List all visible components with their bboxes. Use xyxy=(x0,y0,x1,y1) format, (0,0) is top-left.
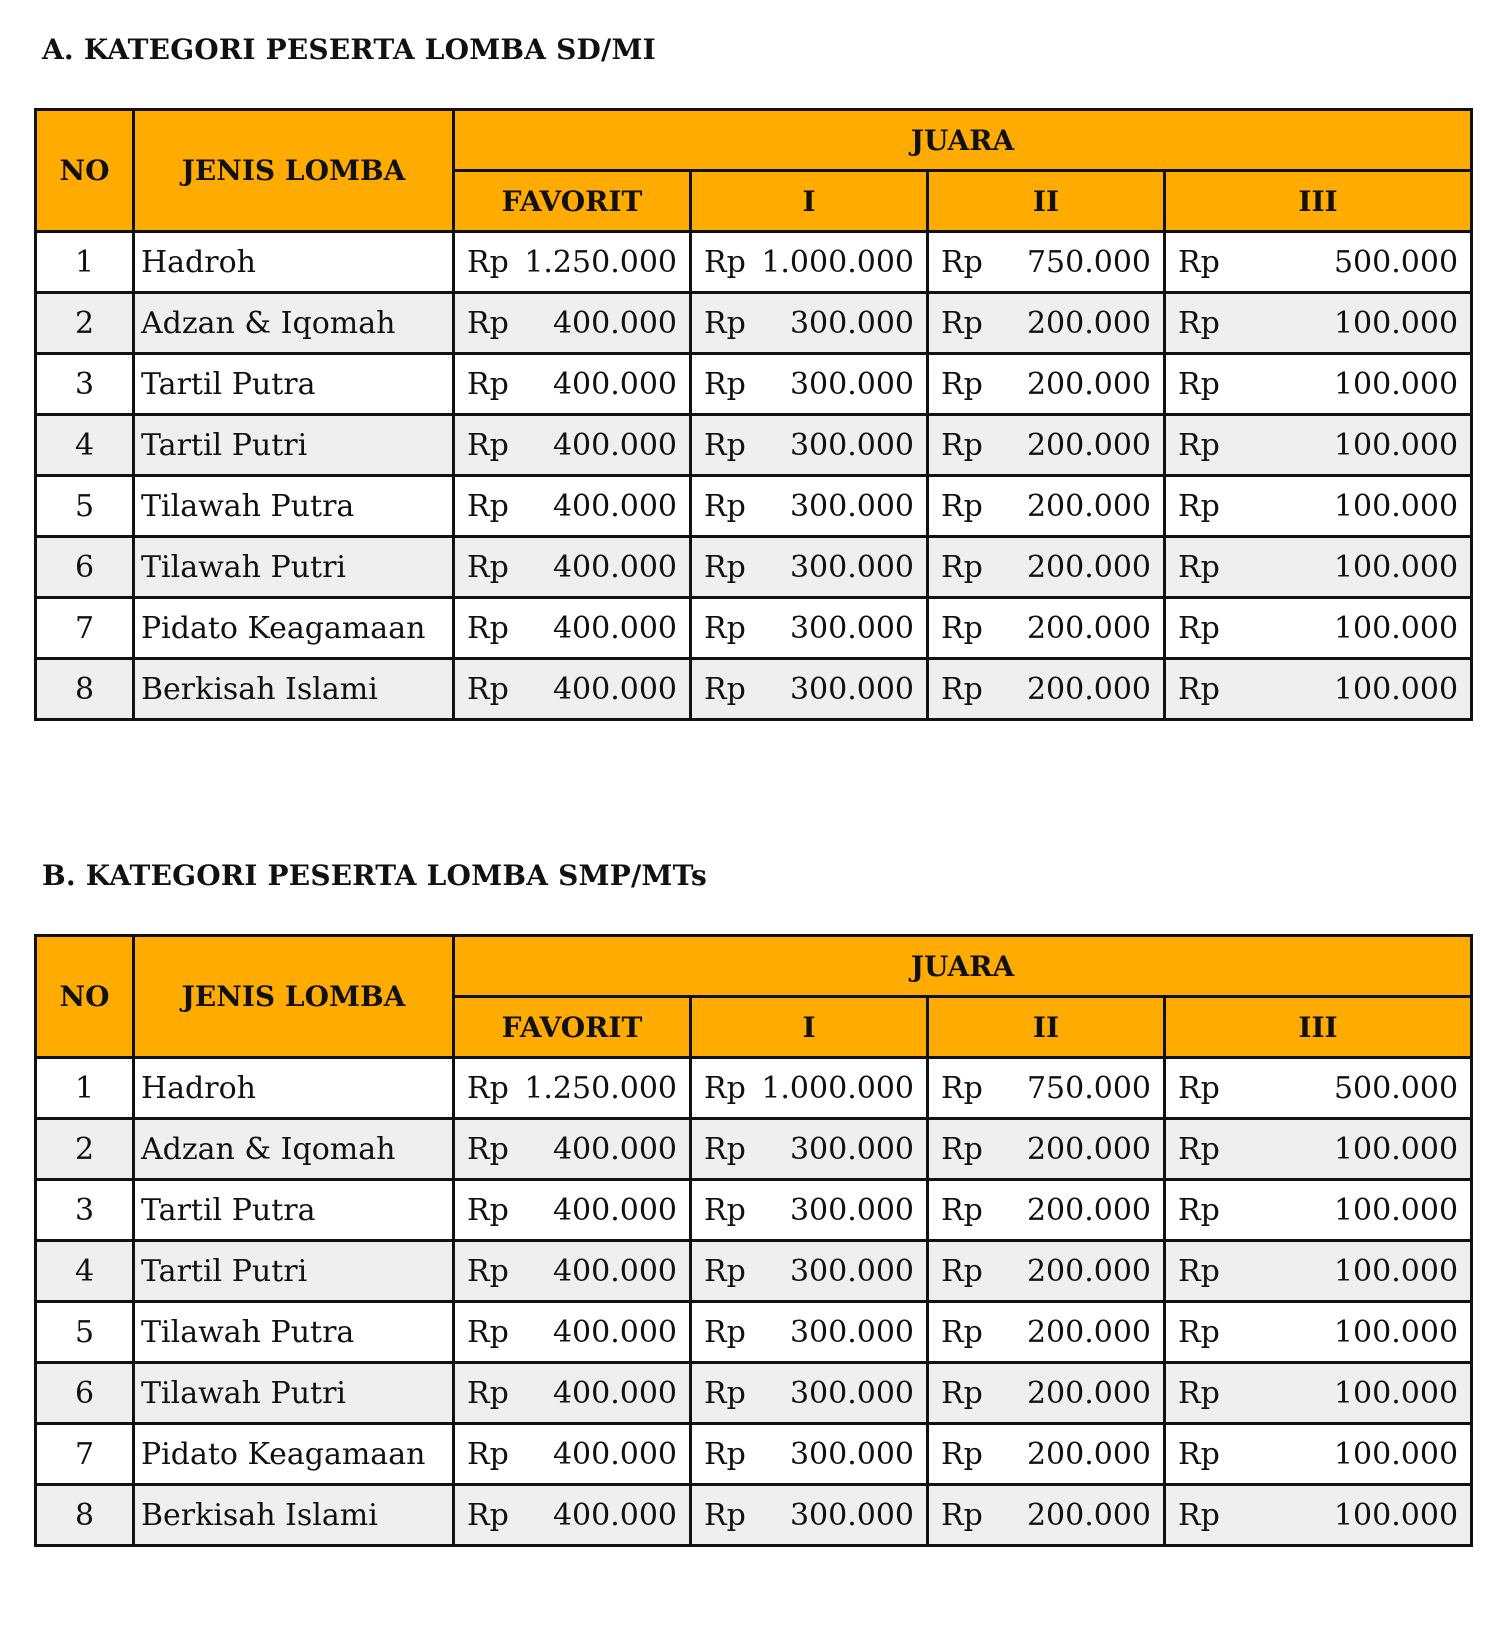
prize-favorit-cell xyxy=(454,1302,691,1363)
prize-amount: 400.000 xyxy=(552,1375,677,1411)
prize-amount: 200.000 xyxy=(1026,1192,1151,1228)
table-row xyxy=(36,232,1472,293)
currency-label: Rp xyxy=(941,1131,983,1167)
prize-iii-cell xyxy=(1165,598,1472,659)
table-row xyxy=(36,1058,1472,1119)
prize-iii-cell xyxy=(1165,1058,1472,1119)
prize-ii-cell xyxy=(928,1058,1165,1119)
competition-name: Adzan & Iqomah xyxy=(134,293,454,354)
prize-iii-cell xyxy=(1165,1485,1472,1546)
currency-label: Rp xyxy=(467,1192,509,1228)
currency-label: Rp xyxy=(704,366,746,402)
prize-ii-cell xyxy=(928,598,1165,659)
prize-amount: 400.000 xyxy=(552,610,677,646)
prize-amount: 100.000 xyxy=(1333,610,1459,646)
currency-label: Rp xyxy=(467,305,509,341)
currency-label: Rp xyxy=(704,305,746,341)
prize-amount: 100.000 xyxy=(1333,366,1459,402)
prize-iii-cell xyxy=(1165,293,1472,354)
competition-name: Pidato Keagamaan xyxy=(134,598,454,659)
competition-name: Tilawah Putri xyxy=(134,537,454,598)
competition-name: Berkisah Islami xyxy=(134,659,454,720)
competition-name: Tartil Putra xyxy=(134,1180,454,1241)
prize-amount: 400.000 xyxy=(552,488,677,524)
prize-amount: 100.000 xyxy=(1333,1314,1459,1350)
table-row xyxy=(36,1363,1472,1424)
header-juara-i: I xyxy=(691,171,928,232)
prize-ii-cell xyxy=(928,232,1165,293)
currency-label: Rp xyxy=(704,610,746,646)
currency-label: Rp xyxy=(941,305,983,341)
currency-label: Rp xyxy=(467,1070,509,1106)
prize-i-cell xyxy=(691,1241,928,1302)
prize-favorit-cell xyxy=(454,476,691,537)
currency-label: Rp xyxy=(1178,305,1220,341)
prize-amount: 400.000 xyxy=(552,1436,677,1472)
table-row xyxy=(36,537,1472,598)
row-number: 3 xyxy=(36,354,134,415)
prize-amount: 300.000 xyxy=(789,1131,914,1167)
currency-label: Rp xyxy=(941,1192,983,1228)
row-number: 8 xyxy=(36,659,134,720)
header-juara-ii: II xyxy=(928,997,1165,1058)
prize-ii-cell xyxy=(928,476,1165,537)
prize-ii-cell xyxy=(928,537,1165,598)
header-juara: JUARA xyxy=(454,110,1472,171)
prize-amount: 100.000 xyxy=(1333,305,1459,341)
currency-label: Rp xyxy=(467,366,509,402)
prize-i-cell xyxy=(691,1302,928,1363)
prize-amount: 400.000 xyxy=(552,1253,677,1289)
table-row xyxy=(36,1485,1472,1546)
row-number: 6 xyxy=(36,537,134,598)
prize-amount: 300.000 xyxy=(789,1497,914,1533)
currency-label: Rp xyxy=(704,1314,746,1350)
header-juara-i: I xyxy=(691,997,928,1058)
currency-label: Rp xyxy=(704,1192,746,1228)
currency-label: Rp xyxy=(1178,1497,1220,1533)
currency-label: Rp xyxy=(467,427,509,463)
table-row xyxy=(36,293,1472,354)
currency-label: Rp xyxy=(1178,427,1220,463)
prize-ii-cell xyxy=(928,354,1165,415)
prize-amount: 1.250.000 xyxy=(524,1070,677,1106)
prize-i-cell xyxy=(691,354,928,415)
prize-amount: 300.000 xyxy=(789,427,914,463)
currency-label: Rp xyxy=(467,610,509,646)
prize-favorit-cell xyxy=(454,1241,691,1302)
currency-label: Rp xyxy=(467,1436,509,1472)
prize-amount: 750.000 xyxy=(1026,244,1151,280)
prize-amount: 300.000 xyxy=(789,1253,914,1289)
competition-name: Hadroh xyxy=(134,1058,454,1119)
competition-name: Pidato Keagamaan xyxy=(134,1424,454,1485)
prize-amount: 400.000 xyxy=(552,1131,677,1167)
currency-label: Rp xyxy=(941,488,983,524)
prize-ii-cell xyxy=(928,1424,1165,1485)
prize-amount: 100.000 xyxy=(1333,1436,1459,1472)
prize-ii-cell xyxy=(928,1485,1165,1546)
table-row xyxy=(36,1241,1472,1302)
prize-amount: 200.000 xyxy=(1026,305,1151,341)
prize-favorit-cell xyxy=(454,537,691,598)
row-number: 1 xyxy=(36,1058,134,1119)
prize-amount: 200.000 xyxy=(1026,488,1151,524)
header-juara: JUARA xyxy=(454,936,1472,997)
currency-label: Rp xyxy=(941,549,983,585)
row-number: 3 xyxy=(36,1180,134,1241)
row-number: 2 xyxy=(36,1119,134,1180)
prize-favorit-cell xyxy=(454,293,691,354)
prize-amount: 100.000 xyxy=(1333,1375,1459,1411)
prize-i-cell xyxy=(691,415,928,476)
prize-i-cell xyxy=(691,1363,928,1424)
prize-amount: 200.000 xyxy=(1026,671,1151,707)
competition-name: Hadroh xyxy=(134,232,454,293)
currency-label: Rp xyxy=(704,427,746,463)
row-number: 2 xyxy=(36,293,134,354)
prize-amount: 100.000 xyxy=(1333,1253,1459,1289)
prize-table-sd-mi xyxy=(34,108,1473,721)
currency-label: Rp xyxy=(941,244,983,280)
table-row xyxy=(36,476,1472,537)
table-row xyxy=(36,1424,1472,1485)
prize-ii-cell xyxy=(928,415,1165,476)
currency-label: Rp xyxy=(1178,488,1220,524)
competition-name: Tartil Putri xyxy=(134,415,454,476)
header-juara-iii: III xyxy=(1165,171,1472,232)
currency-label: Rp xyxy=(1178,1070,1220,1106)
currency-label: Rp xyxy=(467,488,509,524)
competition-name: Tilawah Putri xyxy=(134,1363,454,1424)
prize-amount: 200.000 xyxy=(1026,1131,1151,1167)
prize-amount: 300.000 xyxy=(789,366,914,402)
header-no: NO xyxy=(36,110,134,232)
currency-label: Rp xyxy=(704,1131,746,1167)
prize-favorit-cell xyxy=(454,1058,691,1119)
prize-favorit-cell xyxy=(454,354,691,415)
prize-i-cell xyxy=(691,598,928,659)
prize-ii-cell xyxy=(928,1302,1165,1363)
prize-i-cell xyxy=(691,1180,928,1241)
row-number: 6 xyxy=(36,1363,134,1424)
currency-label: Rp xyxy=(704,488,746,524)
header-jenis-lomba: JENIS LOMBA xyxy=(134,110,454,232)
row-number: 8 xyxy=(36,1485,134,1546)
table-row xyxy=(36,659,1472,720)
currency-label: Rp xyxy=(467,549,509,585)
competition-name: Berkisah Islami xyxy=(134,1485,454,1546)
prize-iii-cell xyxy=(1165,476,1472,537)
prize-favorit-cell xyxy=(454,598,691,659)
prize-ii-cell xyxy=(928,659,1165,720)
prize-favorit-cell xyxy=(454,1424,691,1485)
table-row xyxy=(36,415,1472,476)
prize-favorit-cell xyxy=(454,1180,691,1241)
currency-label: Rp xyxy=(704,549,746,585)
prize-ii-cell xyxy=(928,1180,1165,1241)
currency-label: Rp xyxy=(941,671,983,707)
prize-amount: 200.000 xyxy=(1026,1436,1151,1472)
prize-amount: 1.000.000 xyxy=(761,1070,914,1106)
row-number: 5 xyxy=(36,476,134,537)
prize-amount: 200.000 xyxy=(1026,427,1151,463)
currency-label: Rp xyxy=(704,1070,746,1106)
prize-iii-cell xyxy=(1165,232,1472,293)
currency-label: Rp xyxy=(467,671,509,707)
prize-amount: 200.000 xyxy=(1026,1253,1151,1289)
prize-ii-cell xyxy=(928,1241,1165,1302)
prize-favorit-cell xyxy=(454,659,691,720)
currency-label: Rp xyxy=(704,1436,746,1472)
currency-label: Rp xyxy=(941,1375,983,1411)
prize-amount: 200.000 xyxy=(1026,1375,1151,1411)
row-number: 7 xyxy=(36,598,134,659)
prize-iii-cell xyxy=(1165,1180,1472,1241)
prize-table-smp-mts xyxy=(34,934,1473,1547)
currency-label: Rp xyxy=(1178,610,1220,646)
prize-i-cell xyxy=(691,293,928,354)
section-title-b: B. KATEGORI PESERTA LOMBA SMP/MTs xyxy=(42,859,707,892)
prize-amount: 100.000 xyxy=(1333,488,1459,524)
table-row xyxy=(36,598,1472,659)
prize-amount: 400.000 xyxy=(552,549,677,585)
currency-label: Rp xyxy=(941,366,983,402)
currency-label: Rp xyxy=(467,1314,509,1350)
prize-i-cell xyxy=(691,232,928,293)
header-no: NO xyxy=(36,936,134,1058)
prize-ii-cell xyxy=(928,1119,1165,1180)
prize-ii-cell xyxy=(928,293,1165,354)
currency-label: Rp xyxy=(941,1436,983,1472)
currency-label: Rp xyxy=(467,1375,509,1411)
currency-label: Rp xyxy=(1178,1375,1220,1411)
currency-label: Rp xyxy=(467,1253,509,1289)
currency-label: Rp xyxy=(941,1253,983,1289)
currency-label: Rp xyxy=(941,1070,983,1106)
header-favorit: FAVORIT xyxy=(454,171,691,232)
currency-label: Rp xyxy=(941,1314,983,1350)
currency-label: Rp xyxy=(1178,1436,1220,1472)
currency-label: Rp xyxy=(704,1497,746,1533)
prize-i-cell xyxy=(691,1424,928,1485)
prize-amount: 300.000 xyxy=(789,488,914,524)
prize-iii-cell xyxy=(1165,354,1472,415)
prize-iii-cell xyxy=(1165,415,1472,476)
currency-label: Rp xyxy=(1178,1314,1220,1350)
prize-iii-cell xyxy=(1165,1363,1472,1424)
currency-label: Rp xyxy=(1178,366,1220,402)
prize-amount: 300.000 xyxy=(789,1314,914,1350)
prize-i-cell xyxy=(691,537,928,598)
prize-amount: 300.000 xyxy=(789,1375,914,1411)
competition-name: Tartil Putri xyxy=(134,1241,454,1302)
prize-amount: 400.000 xyxy=(552,1497,677,1533)
currency-label: Rp xyxy=(467,1131,509,1167)
prize-amount: 300.000 xyxy=(789,305,914,341)
prize-favorit-cell xyxy=(454,1485,691,1546)
prize-amount: 100.000 xyxy=(1333,427,1459,463)
prize-amount: 100.000 xyxy=(1333,671,1459,707)
prize-amount: 1.000.000 xyxy=(761,244,914,280)
competition-name: Tilawah Putra xyxy=(134,476,454,537)
prize-i-cell xyxy=(691,1058,928,1119)
header-jenis-lomba: JENIS LOMBA xyxy=(134,936,454,1058)
prize-iii-cell xyxy=(1165,1302,1472,1363)
competition-name: Adzan & Iqomah xyxy=(134,1119,454,1180)
prize-iii-cell xyxy=(1165,1119,1472,1180)
prize-i-cell xyxy=(691,1119,928,1180)
currency-label: Rp xyxy=(704,1253,746,1289)
header-juara-iii: III xyxy=(1165,997,1472,1058)
table-row xyxy=(36,1180,1472,1241)
currency-label: Rp xyxy=(1178,244,1220,280)
row-number: 4 xyxy=(36,415,134,476)
prize-favorit-cell xyxy=(454,1363,691,1424)
prize-i-cell xyxy=(691,1485,928,1546)
prize-amount: 300.000 xyxy=(789,610,914,646)
row-number: 4 xyxy=(36,1241,134,1302)
currency-label: Rp xyxy=(467,1497,509,1533)
prize-ii-cell xyxy=(928,1363,1165,1424)
prize-amount: 200.000 xyxy=(1026,610,1151,646)
table-row xyxy=(36,1119,1472,1180)
currency-label: Rp xyxy=(1178,549,1220,585)
prize-i-cell xyxy=(691,476,928,537)
currency-label: Rp xyxy=(467,244,509,280)
prize-amount: 400.000 xyxy=(552,1314,677,1350)
prize-amount: 200.000 xyxy=(1026,549,1151,585)
prize-amount: 200.000 xyxy=(1026,366,1151,402)
currency-label: Rp xyxy=(1178,671,1220,707)
prize-favorit-cell xyxy=(454,232,691,293)
prize-amount: 300.000 xyxy=(789,1192,914,1228)
prize-amount: 500.000 xyxy=(1333,244,1459,280)
prize-iii-cell xyxy=(1165,1424,1472,1485)
section-title-a: A. KATEGORI PESERTA LOMBA SD/MI xyxy=(42,33,656,66)
prize-amount: 400.000 xyxy=(552,671,677,707)
prize-i-cell xyxy=(691,659,928,720)
row-number: 5 xyxy=(36,1302,134,1363)
prize-amount: 1.250.000 xyxy=(524,244,677,280)
prize-amount: 400.000 xyxy=(552,427,677,463)
prize-amount: 300.000 xyxy=(789,1436,914,1472)
prize-amount: 400.000 xyxy=(552,305,677,341)
prize-amount: 400.000 xyxy=(552,366,677,402)
prize-iii-cell xyxy=(1165,537,1472,598)
prize-amount: 100.000 xyxy=(1333,1497,1459,1533)
currency-label: Rp xyxy=(1178,1131,1220,1167)
prize-amount: 100.000 xyxy=(1333,549,1459,585)
prize-amount: 300.000 xyxy=(789,671,914,707)
prize-amount: 100.000 xyxy=(1333,1192,1459,1228)
prize-favorit-cell xyxy=(454,415,691,476)
prize-favorit-cell xyxy=(454,1119,691,1180)
prize-amount: 200.000 xyxy=(1026,1497,1151,1533)
prize-amount: 100.000 xyxy=(1333,1131,1459,1167)
currency-label: Rp xyxy=(1178,1253,1220,1289)
prize-amount: 400.000 xyxy=(552,1192,677,1228)
competition-name: Tilawah Putra xyxy=(134,1302,454,1363)
currency-label: Rp xyxy=(941,427,983,463)
currency-label: Rp xyxy=(704,1375,746,1411)
currency-label: Rp xyxy=(704,244,746,280)
prize-amount: 750.000 xyxy=(1026,1070,1151,1106)
table-row xyxy=(36,1302,1472,1363)
header-favorit: FAVORIT xyxy=(454,997,691,1058)
prize-iii-cell xyxy=(1165,659,1472,720)
prize-amount: 300.000 xyxy=(789,549,914,585)
table-row xyxy=(36,354,1472,415)
currency-label: Rp xyxy=(941,610,983,646)
row-number: 1 xyxy=(36,232,134,293)
currency-label: Rp xyxy=(941,1497,983,1533)
prize-amount: 500.000 xyxy=(1333,1070,1459,1106)
prize-iii-cell xyxy=(1165,1241,1472,1302)
prize-amount: 200.000 xyxy=(1026,1314,1151,1350)
row-number: 7 xyxy=(36,1424,134,1485)
currency-label: Rp xyxy=(1178,1192,1220,1228)
currency-label: Rp xyxy=(704,671,746,707)
competition-name: Tartil Putra xyxy=(134,354,454,415)
header-juara-ii: II xyxy=(928,171,1165,232)
